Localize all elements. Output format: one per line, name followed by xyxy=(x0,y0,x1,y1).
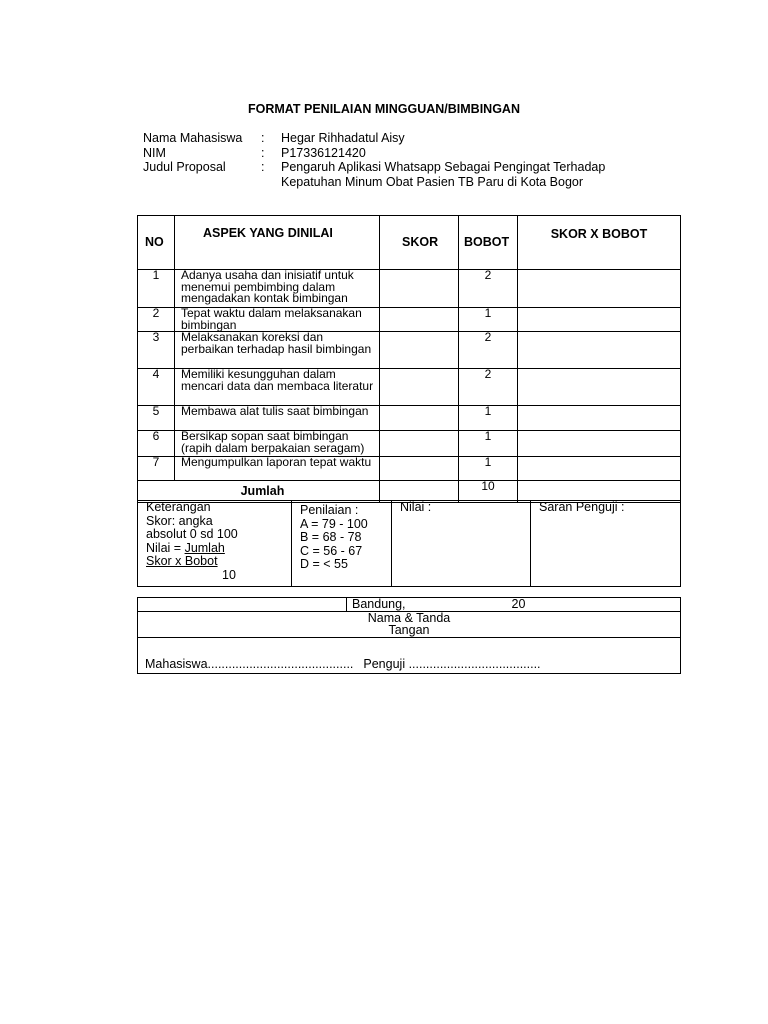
signature-place: Bandung, xyxy=(352,597,406,611)
row-bobot: 1 xyxy=(459,431,518,457)
student-info xyxy=(143,131,641,189)
formula-numerator: Jumlah xyxy=(184,540,225,555)
signature-sign-row xyxy=(138,637,681,673)
table-row xyxy=(138,308,681,332)
keterangan-table xyxy=(137,500,681,587)
table-row xyxy=(138,369,681,406)
row-no: 6 xyxy=(138,431,175,457)
keterangan-cell xyxy=(138,501,292,587)
info-label: Nama Mahasiswa xyxy=(143,131,243,145)
row-bobot: 2 xyxy=(459,332,518,369)
keterangan-formula-top xyxy=(146,542,291,556)
info-value: P17336121420 xyxy=(281,145,366,160)
signature-sign-cell xyxy=(138,637,681,673)
info-row-nama xyxy=(143,131,641,146)
keterangan-title: Keterangan xyxy=(146,500,211,514)
row-bobot: 1 xyxy=(459,406,518,431)
table-row xyxy=(138,406,681,431)
row-skor-cell xyxy=(380,308,459,332)
info-colon: : xyxy=(261,145,265,160)
table-row xyxy=(138,431,681,457)
info-label: Judul Proposal xyxy=(143,160,226,174)
row-aspek: Adanya usaha dan inisiatif untuk menemui pembimbing dalam mengadakan kontak bimbingan xyxy=(175,270,380,308)
info-value: Pengaruh Aplikasi Whatsapp Sebagai Pengingat Terhadap Kepatuhan Minum Obat Pasien TB Paru di Kota Bogor xyxy=(281,160,606,189)
signature-nama-row xyxy=(138,611,681,637)
grade-item: B = 68 - 78 xyxy=(300,530,362,544)
signature-date-row xyxy=(138,598,681,612)
nilai-label: Nilai : xyxy=(400,500,432,514)
row-no: 4 xyxy=(138,369,175,406)
saran-label: Saran Penguji : xyxy=(539,500,625,514)
row-skor-cell xyxy=(380,457,459,481)
table-row xyxy=(138,457,681,481)
row-skor-x-bobot-cell xyxy=(518,369,681,406)
header-aspek: ASPEK YANG DINILAI xyxy=(175,216,380,270)
signature-date-cell xyxy=(347,598,681,612)
row-aspek: Mengumpulkan laporan tepat waktu xyxy=(175,457,380,481)
signature-blank-cell xyxy=(138,598,347,612)
total-label: Jumlah xyxy=(138,481,380,503)
saran-cell xyxy=(531,501,681,587)
row-aspek: Membawa alat tulis saat bimbingan xyxy=(175,406,380,431)
grade-item: D = < 55 xyxy=(300,557,348,571)
row-no: 2 xyxy=(138,308,175,332)
grade-item: A = 79 - 100 xyxy=(300,516,368,531)
row-skor-cell xyxy=(380,332,459,369)
grade-item: C = 56 - 67 xyxy=(300,543,363,558)
keterangan-formula-denominator: 10 xyxy=(222,567,236,582)
row-no: 1 xyxy=(138,270,175,308)
table-row xyxy=(138,332,681,369)
signature-year: 20 xyxy=(511,597,526,611)
header-skor-x-bobot: SKOR X BOBOT xyxy=(518,216,681,270)
row-skor-cell xyxy=(380,406,459,431)
row-skor-cell xyxy=(380,431,459,457)
info-row-judul xyxy=(143,160,641,189)
row-aspek: Tepat waktu dalam melaksanakan bimbingan xyxy=(175,308,380,332)
info-label: NIM xyxy=(143,145,166,160)
row-no: 5 xyxy=(138,406,175,431)
total-bobot: 10 xyxy=(459,481,518,503)
tangan-line: Tangan xyxy=(388,623,430,637)
keterangan-formula-mid: Skor x Bobot xyxy=(146,554,218,568)
page-title: FORMAT PENILAIAN MINGGUAN/BIMBINGAN xyxy=(248,102,520,116)
signature-nama-cell xyxy=(138,611,681,637)
row-bobot: 2 xyxy=(459,369,518,406)
penilaian-cell xyxy=(292,501,392,587)
row-skor-cell xyxy=(380,369,459,406)
header-no: NO xyxy=(138,216,175,270)
formula-prefix: Nilai = xyxy=(146,540,185,555)
row-no: 7 xyxy=(138,457,175,481)
keterangan-skor: Skor: angka xyxy=(146,513,213,528)
row-skor-cell xyxy=(380,270,459,308)
row-skor-x-bobot-cell xyxy=(518,270,681,308)
row-aspek: Melaksanakan koreksi dan perbaikan terhadap hasil bimbingan xyxy=(175,332,380,369)
row-skor-x-bobot-cell xyxy=(518,332,681,369)
table-row xyxy=(138,270,681,308)
row-bobot: 2 xyxy=(459,270,518,308)
nilai-cell xyxy=(392,501,531,587)
row-no: 3 xyxy=(138,332,175,369)
assessment-table xyxy=(137,215,681,503)
row-bobot: 1 xyxy=(459,308,518,332)
keterangan-absolut: absolut 0 sd 100 xyxy=(146,527,238,541)
penguji-signature: Penguji ...................................... xyxy=(363,657,541,671)
keterangan-row xyxy=(138,501,681,587)
row-aspek: Bersikap sopan saat bimbingan (rapih dalam berpakaian seragam) xyxy=(175,431,380,457)
header-skor: SKOR xyxy=(380,216,459,270)
info-row-nim xyxy=(143,146,641,161)
header-bobot: BOBOT xyxy=(459,216,518,270)
row-skor-x-bobot-cell xyxy=(518,406,681,431)
row-aspek: Memiliki kesungguhan dalam mencari data dan membaca literatur xyxy=(175,369,380,406)
info-colon: : xyxy=(261,131,265,145)
row-bobot: 1 xyxy=(459,457,518,481)
mahasiswa-signature: Mahasiswa.......................................... xyxy=(145,657,354,671)
signature-table xyxy=(137,597,681,674)
row-skor-x-bobot-cell xyxy=(518,308,681,332)
row-skor-x-bobot-cell xyxy=(518,457,681,481)
info-colon: : xyxy=(261,160,265,174)
row-skor-x-bobot-cell xyxy=(518,431,681,457)
info-value: Hegar Rihhadatul Aisy xyxy=(281,131,405,145)
nama-tanda-line: Nama & Tanda xyxy=(367,610,451,625)
penilaian-title: Penilaian : xyxy=(300,503,359,517)
table-header-row xyxy=(138,216,681,270)
